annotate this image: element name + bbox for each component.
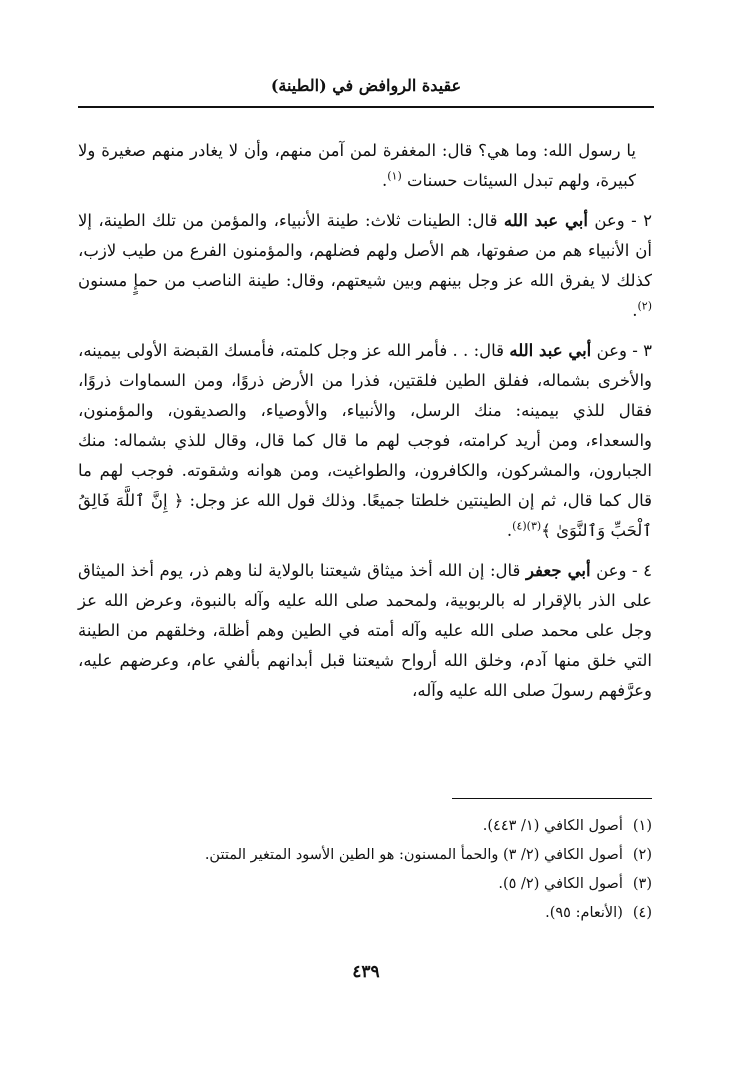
paragraph-number: ٤ - (626, 561, 652, 580)
paragraph-prefix: وعن (590, 561, 627, 580)
quran-verse: ﴿ إِنَّ ٱللَّهَ فَالِقُ ٱلْحَبِّ وَٱلنَّوَىٰ ﴾ (78, 491, 652, 540)
paragraph-1 (78, 136, 652, 196)
paragraph-4 (78, 556, 652, 706)
footnote-text: أصول الكافي (٢/ ٥). (498, 876, 623, 892)
paragraph-end: . (632, 301, 638, 320)
paragraph-prefix: وعن (591, 341, 627, 360)
paragraph-text: قال: . . فأمر الله عز وجل كلمته، فأمسك القبضة الأولى بيمينه، والأخرى بشماله، ففلق الطين فلقتين، فذرا من الأرض ذروًا، ومن السماوات ذروًا، فقال للذي بيمينه: منك الرسل، والأنبياء، والأوصياء، والصديقون، والمؤمنون، والسعداء، ومن أريد كرامته، فوجب لهم ما قال كما قال، وقال للذي بشماله: منك الجبارون، والمشركون، والكافرون، والطواغيت، ومن هوانه وشقوته. فوجب لهم ما قال كما قال، ثم إن الطينتين خلطتا جميعًا. وذلك قول الله عز وجل: (78, 341, 652, 510)
paragraph-3 (78, 336, 652, 546)
footnote-divider (452, 798, 652, 799)
footnote-reference[interactable]: (٣)(٤) (512, 519, 542, 533)
narrator-name: أبي جعفر (525, 561, 591, 580)
footnote-number: (٢) (632, 847, 652, 863)
running-header-title: عقيدة الروافض في (الطينة) (270, 76, 462, 95)
paragraph-text: قال: إن الله أخذ ميثاق شيعتنا بالولاية لنا وهم ذر، يوم أخذ الميثاق على الذر بالإقرار له بالربوبية، ولمحمد صلى الله عليه وآله بالنبوة، وعرض الله عز وجل على محمد صلى الله عليه وآله أمته في الطين وهم أظلة، وخلقهم من الطينة التي خلق منها آدم، وخلق الله أرواح شيعتنا قبل أبدانهم بألفي عام، وعرضهم عليه، وعرَّفهم رسولَ صلى الله عليه وآله، (78, 561, 652, 700)
footnote-reference[interactable]: (١) (387, 169, 402, 183)
footnote-reference[interactable]: (٢) (637, 299, 652, 313)
narrator-name: أبي عبد الله (509, 341, 592, 360)
footnote-text: أصول الكافي (١/ ٤٤٣). (482, 818, 623, 834)
footnote-item (78, 870, 652, 899)
footnote-text: (الأنعام: ٩٥). (545, 905, 623, 921)
page-number: ٤٣٩ (352, 962, 380, 982)
footnotes-list (78, 812, 652, 928)
paragraph-number: ٣ - (626, 341, 652, 360)
paragraph-text: يا رسول الله: وما هي؟ قال: المغفرة لمن آمن منهم، وأن لا يغادر منهم صغيرة ولا كبيرة، ولهم تبدل السيئات حسنات (78, 141, 636, 190)
paragraph-number: ٢ - (624, 211, 653, 230)
narrator-name: أبي عبد الله (503, 211, 588, 230)
header-divider (78, 106, 654, 108)
footnote-item (78, 812, 652, 841)
footnote-item (78, 841, 652, 870)
paragraph-text: قال: الطينات ثلاث: طينة الأنبياء، والمؤمن من تلك الطينة، إلا أن الأنبياء هم من صفوتها، هم الأصل ولهم فضلهم، والمؤمنون الفرع من طيب لازب، كذلك لا يفرق الله عز وجل بينهم وبين شيعتهم، وقال: طينة الناصب من حمإٍ مسنون (78, 211, 652, 290)
main-text (78, 136, 652, 716)
paragraph-prefix: وعن (587, 211, 625, 230)
footnote-number: (٤) (632, 905, 652, 921)
footnote-item (78, 899, 652, 928)
footnote-text: أصول الكافي (٢/ ٣) والحمأ المسنون: هو الطين الأسود المتغير المتتن. (204, 847, 623, 863)
paragraph-2 (78, 206, 652, 326)
footnote-number: (١) (632, 818, 652, 834)
paragraph-end: . (506, 521, 513, 540)
paragraph-end: . (382, 171, 388, 190)
footnote-number: (٣) (632, 876, 652, 892)
